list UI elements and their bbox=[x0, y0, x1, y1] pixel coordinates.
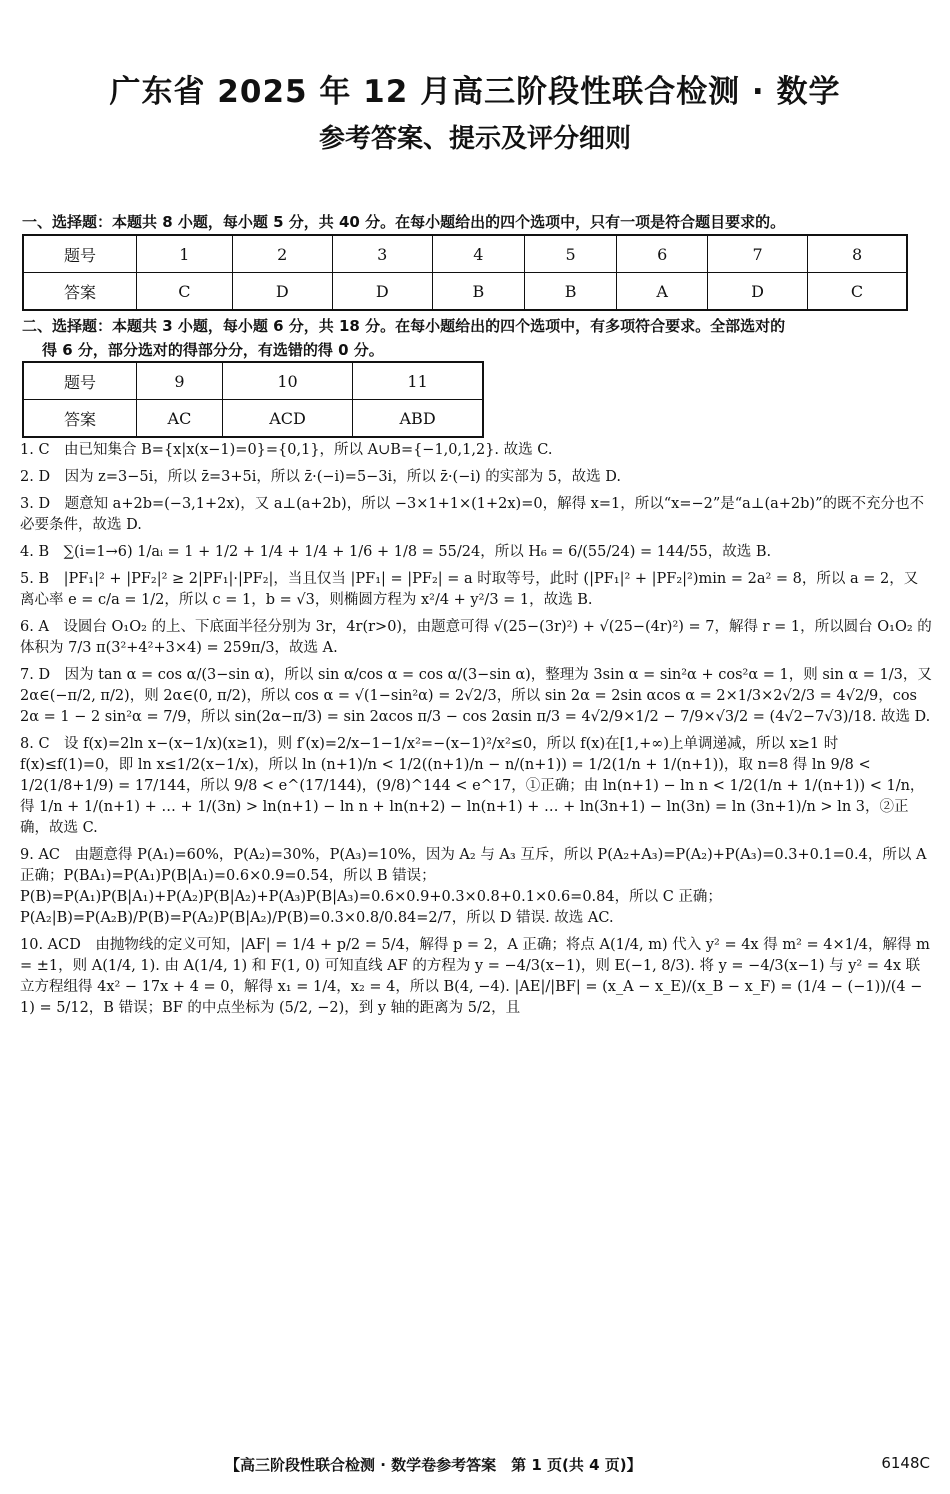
solution-item bbox=[20, 845, 932, 929]
solution-text: 由抛物线的定义可知，|AF| = 1/4 + p/2 = 5/4，解得 p = 2，A 正确；将点 A(1/4, m) 代入 y² = 4x 得 m² = 4×1/4，解得 m = ±1，则 A(1/4, 1). 由 A(1/4, 1) 和 F(1, 0) 可知直线 AF 的方程为 y = −4/3(x−1)，则 E(−1, 8/3). 将 y = −4/3(x−1) 与 y² = 4x 联立方程组得 4x² − 17x + 4 = 0，解得 x₁ = 1/4，x₂ = 4，所以 B(4, −4). |AE|/|BF| = (x_A − x_E)/(x_B − x_F) = (1/4 − (−1))/(4 − 1) = 5/12，B 错误；BF 的中点坐标为 (5/2, −2)，到 y 轴的距离为 5/2，且 bbox=[20, 937, 930, 1016]
question-number: 4 bbox=[432, 235, 524, 273]
table-row bbox=[23, 362, 483, 400]
solution-number: 10. ACD bbox=[20, 937, 81, 953]
solution-text: 题意知 a+2b=(−3,1+2x)，又 a⊥(a+2b)，所以 −3×1+1×(1+2x)=0，解得 x=1，所以“x=−2”是“a⊥(a+2b)”的既不充分也不必要条件，故选 D. bbox=[20, 496, 924, 533]
table-row bbox=[23, 235, 907, 273]
solution-item bbox=[20, 935, 932, 1019]
solution-item bbox=[20, 467, 932, 488]
solution-number: 9. AC bbox=[20, 847, 61, 863]
solution-item bbox=[20, 440, 932, 461]
solution-number: 3. D bbox=[20, 496, 51, 512]
solution-text: |PF₁|² + |PF₂|² ≥ 2|PF₁|·|PF₂|，当且仅当 |PF₁| = |PF₂| = a 时取等号，此时 (|PF₁|² + |PF₂|²)min = 2a² = 8，所以 a = 2，又离心率 e = c/a = 1/2，所以 c = 1，b = √3，则椭圆方程为 x²/4 + y²/3 = 1，故选 B. bbox=[20, 571, 919, 608]
answer-cell: B bbox=[525, 273, 617, 311]
footer-code: 6148C bbox=[881, 1454, 930, 1472]
row-label: 答案 bbox=[23, 273, 137, 311]
question-number: 7 bbox=[708, 235, 808, 273]
page-title: 广东省 2025 年 12 月高三阶段性联合检测 · 数学 bbox=[109, 74, 841, 110]
solution-number: 4. B bbox=[20, 544, 50, 560]
row-label: 题号 bbox=[23, 362, 137, 400]
solution-text: 由已知集合 B={x|x(x−1)=0}={0,1}，所以 A∪B={−1,0,1,2}. 故选 C. bbox=[64, 442, 553, 458]
solution-text: 设圆台 O₁O₂ 的上、下底面半径分别为 3r，4r(r>0)，由题意可得 √(25−(3r)²) + √(25−(4r)²) = 7，解得 r = 1，所以圆台 O₁O₂ 的体积为 7/3 π(3²+4²+3×4) = 259π/3，故选 A. bbox=[20, 619, 932, 656]
question-number: 5 bbox=[525, 235, 617, 273]
solution-text: ∑(i=1→6) 1/aᵢ = 1 + 1/2 + 1/4 + 1/4 + 1/6 + 1/8 = 55/24，所以 H₆ = 6/(55/24) = 144/55，故选 B. bbox=[63, 544, 772, 560]
solution-item bbox=[20, 734, 932, 839]
solution-item bbox=[20, 665, 932, 728]
question-number: 8 bbox=[808, 235, 907, 273]
answer-cell: C bbox=[808, 273, 907, 311]
solution-number: 5. B bbox=[20, 571, 50, 587]
section2-heading-line1: 二、选择题：本题共 3 小题，每小题 6 分，共 18 分。在每小题给出的四个选项中，有多项符合要求。全部选对的 bbox=[22, 317, 786, 335]
section1-heading: 一、选择题：本题共 8 小题，每小题 5 分，共 40 分。在每小题给出的四个选项中，只有一项是符合题目要求的。 bbox=[22, 213, 786, 231]
solution-number: 6. A bbox=[20, 619, 49, 635]
solution-item bbox=[20, 542, 932, 563]
solution-text: 因为 z=3−5i，所以 z̄=3+5i，所以 z̄·(−i)=5−3i，所以 z̄·(−i) 的实部为 5，故选 D. bbox=[64, 469, 621, 485]
answer-cell: ACD bbox=[222, 400, 352, 438]
solution-text: 由题意得 P(A₁)=60%，P(A₂)=30%，P(A₃)=10%，因为 A₂ 与 A₃ 互斥，所以 P(A₂+A₃)=P(A₂)+P(A₃)=0.3+0.1=0.4，所以 A 正确；P(BA₁)=P(A₁)P(B|A₁)=0.6×0.9=0.54，所以 B 错误；P(B)=P(A₁)P(B|A₁)+P(A₂)P(B|A₂)+P(A₃)P(B|A₃)=0.6×0.9+0.3×0.8+0.1×0.6=0.84，所以 C 正确；P(A₂|B)=P(A₂B)/P(B)=P(A₂)P(B|A₂)/P(B)=0.3×0.8/0.84=2/7，所以 D 错误. 故选 AC. bbox=[20, 847, 927, 926]
answer-cell: D bbox=[708, 273, 808, 311]
question-number: 6 bbox=[617, 235, 708, 273]
footer-page-info: 【高三阶段性联合检测 · 数学卷参考答案 第 1 页(共 4 页)】 bbox=[225, 1456, 642, 1474]
solution-item bbox=[20, 569, 932, 611]
question-number: 9 bbox=[137, 362, 223, 400]
answer-cell: D bbox=[232, 273, 332, 311]
question-number: 11 bbox=[353, 362, 483, 400]
solution-text: 因为 tan α = cos α/(3−sin α)，所以 sin α/cos α = cos α/(3−sin α)，整理为 3sin α = sin²α + cos²α = 1，则 sin α = 1/3，又 2α∈(−π/2, π/2)，则 2α∈(0, π/2)，所以 cos α = √(1−sin²α) = 2√2/3，所以 sin 2α = 2sin αcos α = 2×1/3×2√2/3 = 4√2/9，cos 2α = 1 − 2 sin²α = 7/9，所以 sin(2α−π/3) = sin 2αcos π/3 − cos 2αsin π/3 = 4√2/9×1/2 − 7/9×√3/2 = (4√2−7√3)/18. 故选 D. bbox=[20, 667, 932, 725]
solution-number: 8. C bbox=[20, 736, 50, 752]
question-number: 3 bbox=[332, 235, 432, 273]
solution-number: 1. C bbox=[20, 442, 50, 458]
answer-cell: B bbox=[432, 273, 524, 311]
row-label: 题号 bbox=[23, 235, 137, 273]
question-number: 10 bbox=[222, 362, 352, 400]
row-label: 答案 bbox=[23, 400, 137, 438]
answer-cell: AC bbox=[137, 400, 223, 438]
section2-heading-line2: 得 6 分，部分选对的得部分分，有选错的得 0 分。 bbox=[42, 341, 384, 359]
solution-text: 设 f(x)=2ln x−(x−1/x)(x≥1)，则 f′(x)=2/x−1−1/x²=−(x−1)²/x²≤0，所以 f(x)在[1,+∞)上单调递减，所以 x≥1 时 f(x)≤f(1)=0，即 ln x≤1/2(x−1/x)，所以 ln (n+1)/n < 1/2((n+1)/n − n/(n+1)) = 1/2(1/n + 1/(n+1))，取 n=8 得 ln 9/8 < 1/2(1/8+1/9) = 17/144，所以 9/8 < e^(17/144)，(9/8)^144 < e^17，①正确；由 ln(n+1) − ln n < 1/2(1/n + 1/(n+1)) < 1/n，得 1/n + 1/(n+1) + … + 1/(3n) > ln(n+1) − ln n + ln(n+2) − ln(n+1) + … + ln(3n+1) − ln(3n) = ln (3n+1)/n > ln 3，②正确，故选 C. bbox=[20, 736, 925, 836]
section2-heading bbox=[22, 314, 934, 362]
section1-answer-table bbox=[22, 234, 908, 311]
answer-cell: ABD bbox=[353, 400, 483, 438]
solution-list bbox=[20, 440, 932, 1025]
answer-cell: C bbox=[137, 273, 233, 311]
section2-answer-table bbox=[22, 361, 484, 438]
solution-number: 7. D bbox=[20, 667, 51, 683]
table-row bbox=[23, 273, 907, 311]
solution-item bbox=[20, 617, 932, 659]
answer-cell: A bbox=[617, 273, 708, 311]
page-subtitle: 参考答案、提示及评分细则 bbox=[318, 124, 631, 154]
answer-cell: D bbox=[332, 273, 432, 311]
question-number: 2 bbox=[232, 235, 332, 273]
solution-item bbox=[20, 494, 932, 536]
solution-number: 2. D bbox=[20, 469, 51, 485]
table-row bbox=[23, 400, 483, 438]
question-number: 1 bbox=[137, 235, 233, 273]
